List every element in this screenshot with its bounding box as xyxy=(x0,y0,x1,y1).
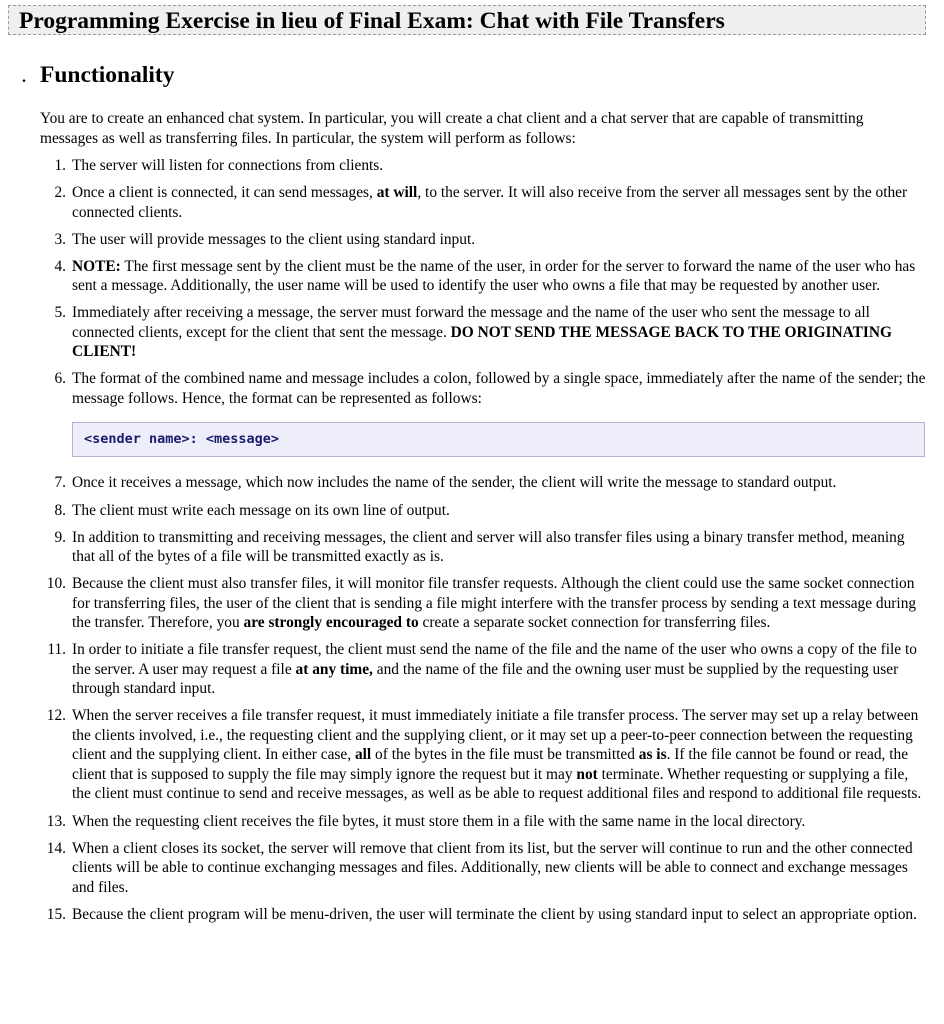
item-emphasis: as is xyxy=(638,746,667,764)
item-number: 5. xyxy=(54,304,66,322)
item-text: Because the client must also transfer files, it will monitor file transfer requests. Although the client could use the same socket connection for transferring files, the user of the client that is sending a file might interfere with the transfer process by sending a text message during the transfer. Therefore, you xyxy=(72,575,917,632)
list-item xyxy=(54,501,928,521)
list-item xyxy=(46,905,928,925)
item-text: Because the client program will be menu-driven, the user will terminate the client by using standard input to select an appropriate option. xyxy=(72,905,917,923)
item-emphasis: at any time, xyxy=(295,660,373,678)
item-text: create a separate socket connection for transferring files. xyxy=(418,614,771,632)
item-text: Once it receives a message, which now includes the name of the sender, the client will write the message to standard output. xyxy=(72,474,837,492)
heading-bullet: . xyxy=(22,69,26,86)
item-text: terminate. Whether requesting or supplying a file, the client must continue to send and receive messages, as well as be able to request additional files and respond to additional file requests. xyxy=(72,765,922,803)
item-number: 12. xyxy=(46,707,66,725)
list-item xyxy=(54,156,928,176)
item-emphasis: NOTE: xyxy=(72,257,121,275)
item-emphasis: are strongly encouraged to xyxy=(243,614,419,632)
item-number: 14. xyxy=(46,839,66,857)
intro-paragraph: You are to create an enhanced chat system. In particular, you will create a chat client and a chat server that are capable of transmitting messages as well as transferring files. In particular, the system will perform as follows: xyxy=(40,110,864,147)
list-item xyxy=(46,706,928,804)
item-text: The first message sent by the client must be the name of the user, in order for the server to forward the name of the user who has sent a message. Additionally, the user name will be used to identify the user who owns a file that may be requested by another user. xyxy=(72,257,916,295)
item-text: When the requesting client receives the file bytes, it must store them in a file with the same name in the local directory. xyxy=(72,812,806,830)
item-number: 15. xyxy=(46,905,66,923)
item-text: The server will listen for connections from clients. xyxy=(72,157,384,174)
list-item xyxy=(46,839,928,898)
item-text: The format of the combined name and message includes a colon, followed by a single space, immediately after the name of the sender; the message follows. Hence, the format can be represented as follows: xyxy=(72,370,926,407)
item-emphasis: at will xyxy=(376,184,418,202)
requirements-list xyxy=(0,156,928,932)
item-text: , to the server. It will also receive from the server all messages sent by the other connected clients. xyxy=(72,184,908,221)
item-number: 1. xyxy=(54,157,66,174)
item-text: . If the file cannot be found or read, the client that is supposed to supply the file may simply ignore the request but it may xyxy=(72,746,909,783)
list-item xyxy=(54,230,928,250)
item-text: Immediately after receiving a message, the server must forward the message and the name of the user who sent the message to all connected clients, except for the client that sent the message. xyxy=(72,304,870,341)
list-item xyxy=(54,257,928,296)
item-text: In addition to transmitting and receiving messages, the client and server will also transfer files using a binary transfer method, meaning that all of the bytes of a file will be transmitted exactly as is. xyxy=(72,528,905,566)
list-item xyxy=(47,640,928,699)
item-emphasis: all xyxy=(354,746,372,764)
item-number: 13. xyxy=(46,812,66,830)
section-heading xyxy=(22,61,174,92)
item-number: 10. xyxy=(46,575,66,593)
title-bar xyxy=(8,5,926,35)
item-emphasis: not xyxy=(576,765,598,783)
list-item xyxy=(54,528,928,567)
item-text: The user will provide messages to the client using standard input. xyxy=(72,230,476,248)
item-number: 4. xyxy=(54,257,66,275)
item-text: In order to initiate a file transfer request, the client must send the name of the file and the name of the user who owns a copy of the file to the server. A user may request a file xyxy=(72,641,917,678)
item-number: 11. xyxy=(47,641,66,659)
item-number: 8. xyxy=(54,501,66,519)
list-item xyxy=(46,812,928,832)
item-text: and the name of the file and the owning user must be supplied by the requesting user through standard input. xyxy=(72,660,899,698)
list-item xyxy=(54,369,928,457)
page-title: Programming Exercise in lieu of Final Exam: Chat with File Transfers xyxy=(19,8,725,34)
item-number: 2. xyxy=(54,184,66,202)
list-item xyxy=(46,574,928,633)
item-number: 6. xyxy=(54,370,66,388)
code-example: <sender name>: <message> xyxy=(72,422,925,457)
list-item xyxy=(54,303,928,362)
item-number: 3. xyxy=(54,230,66,248)
item-text: The client must write each message on its own line of output. xyxy=(72,501,450,519)
list-item xyxy=(54,183,928,222)
item-text: When the server receives a file transfer request, it must immediately initiate a file transfer process. The server may set up a relay between the clients involved, i.e., the requesting client and the supplying client, or it may set up a peer-to-peer connection between the requesting client and the supplying client. In either case, xyxy=(72,707,919,764)
list-item xyxy=(54,473,928,493)
item-number: 7. xyxy=(54,474,66,492)
item-text: When a client closes its socket, the server will remove that client from its list, but the server will continue to run and the other connected clients will be able to continue exchanging messages and files. Additionally, new clients will be able to connect and exchange messages and files. xyxy=(72,839,913,896)
item-number: 9. xyxy=(54,528,66,546)
item-text: Once a client is connected, it can send messages, xyxy=(72,184,377,202)
item-emphasis: DO NOT SEND THE MESSAGE BACK TO THE ORIGINATING CLIENT! xyxy=(72,323,892,361)
item-text: of the bytes in the file must be transmitted xyxy=(371,746,639,764)
section-heading-text: Functionality xyxy=(40,62,175,88)
